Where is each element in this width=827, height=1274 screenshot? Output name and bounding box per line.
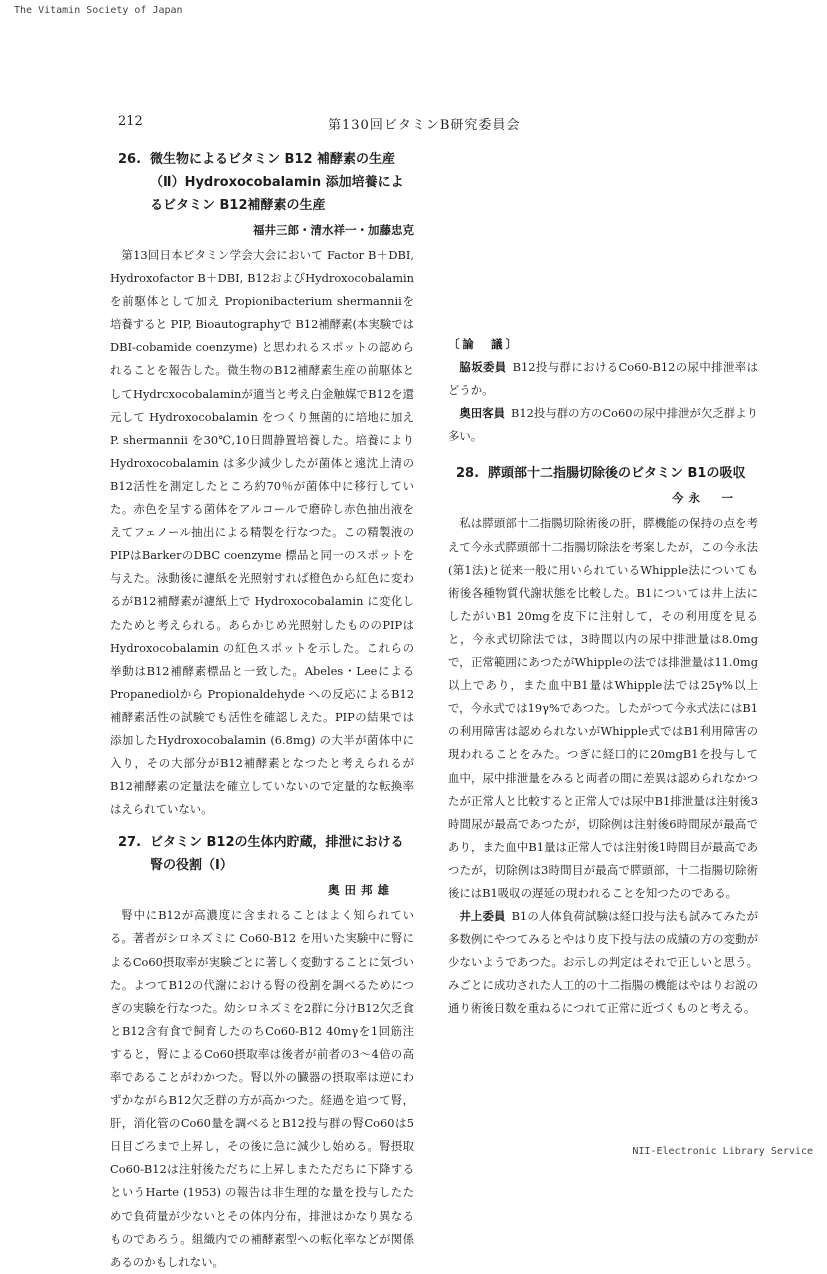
- right-column: [448, 148, 758, 1021]
- speaker-text: B1の人体負荷試験は経口投与法も試みてみたが多数例にやつてみるとやはり皮下投与法の成績の方の変動が少ないようであつた。お示しの判定はそれで正しいと思う。みごとに成功された人工的の十二指腸の機能はやはりお説の通り術後日数を重ねるにつれて正常に近づくものと考える。: [448, 909, 758, 1016]
- speaker-name: 奥田客員: [459, 406, 506, 421]
- discussion-heading: 〔論 議〕: [448, 337, 520, 351]
- running-head: 第130回ビタミンB研究委員会: [328, 118, 521, 133]
- article-26-authors: 福井三郎・清水祥一・加藤忠克: [253, 223, 414, 237]
- discussion-entry: [448, 905, 758, 1020]
- article-28-paragraph: 私は膵頭部十二指腸切除術後の肝，膵機能の保持の点を考えて今永式膵頭部十二指腸切除法を考案したが，この今永法(第1法)と従来一般に用いられているWhipple法についても術後各種物質代謝状態を比較した。B1については井上法にしたがいB1 20mgを皮下に注射して，その利用度を見ると，今永式切除法では，3時間以内の尿中排泄量は8.0mgで，正常範囲にあつたがWhippleの法では排泄量は11.0mg以上であり，また血中B1量はWhipple法では25γ%以上で，今永式では19γ%であつた。したがつて今永式法にはB1の利用障害は認められないがWhipple式ではB1利用障害の現われることをみた。つぎに経口的に20mgB1を投与して血中，尿中排泄量をみると両者の間に差異は認められなかつたが正常人と比較すると正常人では尿中B1排泄量は注射後3時間尿が最高であつたが，切除例は注射後6時間尿が最高であり，また血中B1量は正常人では注射後1時間目が最高であつたが，切除例は3時間目が最高で膵頭部，十二指腸切除術後にはB1吸収の遅延の現われることを知つたのである。: [448, 516, 758, 900]
- article-27-body: [110, 904, 414, 1269]
- article-26-paragraph: 第13回日本ビタミン学会大会において Factor B＋DBI, Hydroxofactor B＋DBI, B12およびHydroxocobalamin を前駆体として加え Propionibacterium shermanniiを培養すると PIP, Bioautographyで B12補酵素(本実験では DBI-cobamide coenzyme) と思われるスポットの認められることを報告した。微生物のB12補酵素生産の前駆体としてHydrcxocobalaminが適当と考え白金触媒でB12を還元して Hydroxocobalamin をつくり無菌的に培地に加えP. shermannii を30℃,10日間静置培養した。培養により Hydroxocobalamin は多少減少したが菌体と遠沈上清のB12活性を測定したところ約70％が菌体中に移行していた。赤色を呈する菌体をアルコールで磨砕し赤色抽出液をえてフェノール抽出による精製を行なつた。この精製液のPIPはBarkerのDBC coenzyme 標品と同一のスポットを与えた。泳動後に濾紙を光照射すれば橙色から紅色に変わるがB12補酵素が濾紙上で Hydroxocobalamin に変化したためと考えられる。あらかじめ光照射したもののPIPはHydroxocobalamin の紅色スポットを示した。これらの挙動はB12補酵素標品と一致した。Abeles・LeeによるPropanediolから Propionaldehyde への反応によるB12補酵素活性の試験でも活性を確認しえた。PIPの結果では添加したHydroxocobalamin (6.8mg) の大半が菌体中に入り，その大部分がB12補酵素となつたと考えられるがB12補酵素の定量法を確立していないので定量的な転換率はえられていない。: [110, 248, 414, 817]
- article-26-body: [110, 244, 414, 821]
- article-28-body: [448, 512, 758, 905]
- speaker-name: 脇坂委員: [459, 360, 507, 375]
- article-28-title-text: 膵頭部十二指腸切除後のビタミン B1の吸収: [488, 466, 746, 482]
- article-28-number: 28.: [456, 466, 480, 482]
- speaker-text: B12投与群におけるCo60-B12の尿中排泄率はどうか。: [448, 360, 758, 398]
- bottom-credit: NII-Electronic Library Service: [632, 1146, 813, 1157]
- discussion-28: [448, 905, 758, 1020]
- top-credit: The Vitamin Society of Japan: [14, 5, 183, 16]
- discussion-27: [448, 356, 758, 448]
- article-27-number: 27.: [118, 835, 142, 851]
- speaker-name: 井上委員: [459, 909, 506, 924]
- speaker-text: B12投与群の方のCo60の尿中排泄が欠乏群より多い。: [448, 406, 758, 444]
- article-27-paragraph: 腎中にB12が高濃度に含まれることはよく知られている。著者がシロネズミに Co60-B12 を用いた実験中に腎によるCo60摂取率が実験ごとに著しく変動することに気づいた。よつてB12の代謝における腎の役割を調べるためにつぎの実験を行なつた。幼シロネズミを2群に分けB12欠乏食とB12含有食で飼育したのちCo60-B12 40mγを1回筋注すると，腎によるCo60摂取率は後者が前者の3～4倍の高率であることがわかつた。腎以外の臓器の摂取率は逆にわずかながらB12欠乏群の方が高かつた。経過を追つて腎，肝，消化管のCo60量を調べるとB12投与群の腎Co60は5日目ごろまで上昇し，その後に急に減少し始める。腎摂取Co60-B12は注射後ただちに上昇しまたただちに下降するというHarte (1953) の報告は非生理的な量を投与したためで負荷量が少ないとその体内分布，排泄はかなり異なるものであろう。組織内での補酵素型への転化率などが関係あるのかもしれない。: [110, 908, 414, 1269]
- article-28-authors: 今永 一: [672, 491, 738, 506]
- discussion-entry: [448, 402, 758, 448]
- article-26-title: [110, 148, 414, 217]
- left-column: [110, 148, 414, 1269]
- article-27-title-text: ビタミン B12の生体内貯蔵，排泄における腎の役割（Ⅰ）: [150, 835, 404, 874]
- article-26-number: 26.: [118, 152, 142, 167]
- article-27-title: [110, 831, 414, 877]
- article-27-authors: 奥田邦雄: [328, 883, 394, 898]
- discussion-entry: [448, 356, 758, 402]
- article-26-title-text: 微生物によるビタミン B12 補酵素の生産（Ⅱ）Hydroxocobalamin 添加培養によるビタミン B12補酵素の生産: [150, 152, 404, 213]
- page-number: 212: [118, 114, 143, 129]
- article-28-title: [448, 462, 758, 485]
